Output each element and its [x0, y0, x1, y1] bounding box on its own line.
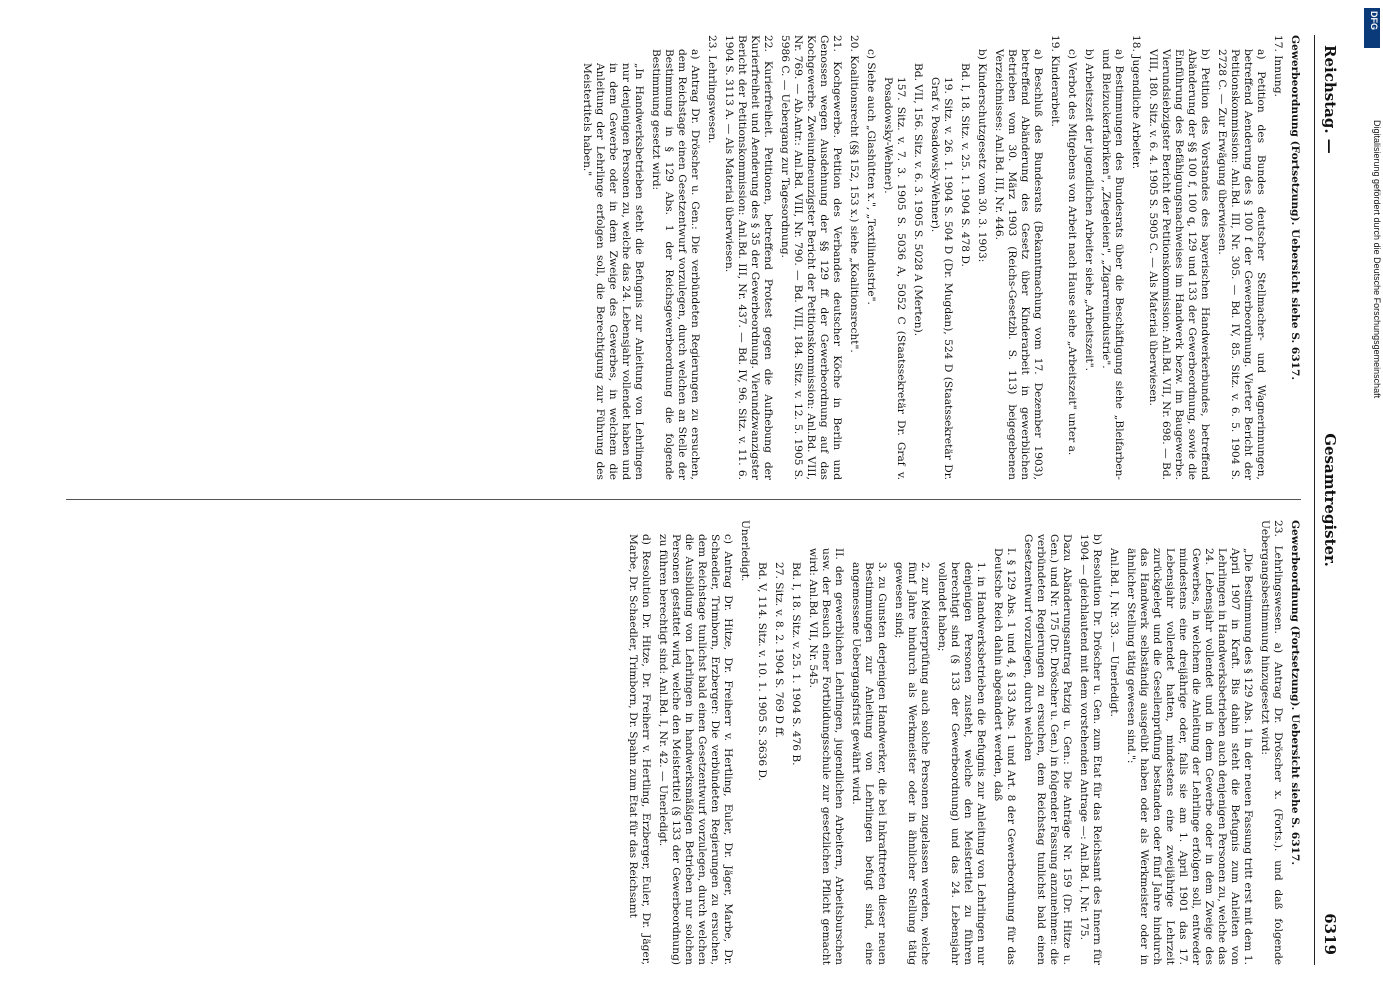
entry: „Die Bestimmung des § 129 Abs. 1 in der neuen Fassung tritt erst mit dem 1. April 1907 in Kraft. Bis dahin steht die Befugnis zum Anleiten von Lehrlingen in Handwerksbetrieben auch denjenigen Personen zu, welche das 24. Lebensjahr vollendet und in dem Gewerbe oder in dem Zweige des Gewerbes, in welchem die Anleitung der Lehrlinge erfolgen soll, entweder mindestens eine dreijährige oder, falls sie am 1. April 1901 das 17. Lebensjahr vollendet hatten, mindestens eine zweijährige Lehrzeit zurückgelegt und die Gesellenprüfung bestanden oder fünf Jahre hindurch das Handwerk selbständig ausgeübt haben oder als Werkmeister oder in ähnlicher Stellung tätig gewesen sind.": — [1125, 548, 1254, 965]
entry: a) Antrag Dr. Dröscher u. Gen.: Die verbündeten Regierungen zu ersuchen, dem Reichstage einen Gesetzentwurf vorzulegen, durch welchen an Stelle der Bestimmung in § 129 Abs. 1 der Reichsgewerbeordnung die folgende Bestimmung gesetzt wird: — [650, 49, 701, 480]
entry: 157. Sitz. v. 7. 3. 1905 S. 5036 A, 5052 C (Staatssekretär Dr. Graf v. Posadowsky-Wehner). — [882, 77, 907, 480]
entry: Bd. I, 18. Sitz. v. 25. 1. 1904 S. 476 B. — [790, 562, 802, 766]
entry: 23. Lehrlingswesen. a) Antrag Dr. Dröscher x. (Forts.). und daß folgende Uebergangsbestimmung hinzugesetzt wird: — [1259, 520, 1284, 965]
entry: 19. Kinderarbeit. — [1049, 35, 1061, 127]
page-number: 6319 — [1321, 913, 1339, 955]
entry: 22. Kurierfreiheit. Petitionen, betreffend Protest gegen die Aufhebung der Kurierfreiheit und Aenderung des § 35 der Gewerbeordnung. Vierundzwanzigster Bericht der Petitionskommission: Anl.Bd. III, Nr. 437. — Bd. IV, 96. Sitz. v. 11. 6. 1904 S. 3113 A. — Als Material überwiesen. — [723, 35, 774, 480]
entry: a) Bestimmungen des Bundesrats über die Beschäftigung siehe „Bleifarben- und Bleizuckerfabriken", „Ziegeleien", „Zigarrenindustrie". — [1100, 49, 1125, 480]
section-heading: Gewerbeordnung (Fortsetzung). Uebersicht siehe S. 6317. — [1289, 520, 1301, 866]
entry: 2. zur Meisterprüfung auch solche Personen zugelassen werden, welche fünf Jahre hindurch als Werkmeister oder in ähnlicher Stellung tätig gewesen sind; — [893, 562, 931, 965]
entry: b) Arbeitszeit der jugendlichen Arbeiter siehe „Arbeitszeit". — [1083, 49, 1095, 371]
entry: II. den gewerblichen Lehrlingen, jugendlichen Arbeitern, Arbeitsburschen usw. der Besuch einer Fortbildungsschule zur gesetzlichen Pflicht gemacht wird: Anl.Bd. VII, Nr. 545. — [807, 548, 845, 965]
entry: „In Handwerksbetrieben steht die Befugnis zur Anleitung von Lehrlingen nur denjenigen Personen zu, welche das 24. Lebensjahr vollendet haben und in dem Gewerbe oder in dem Zweige des Gewerbes, in welchem die Anleitung der Lehrlinge erfolgen soll, die Berechtigung zur Führung des Meistertitels haben." — [581, 63, 645, 480]
entry: c) Verbot des Mitgebens von Arbeit nach Hause siehe „Arbeitszeit" unter a. — [1066, 49, 1078, 456]
section-heading: Gewerbeordnung (Fortsetzung). Uebersicht siehe S. 6317. — [1289, 35, 1301, 381]
digitization-credit: Digitalisierung gefördert durch die Deutsche Forschungsgemeinschaft — [1372, 120, 1382, 399]
entry: c) Siehe auch „Glashütten x.", „Textilindustrie". — [865, 49, 877, 305]
entry: b) Kinderschutzgesetz vom 30. 3. 1903: — [976, 49, 988, 263]
entry: Unerledigt. — [739, 520, 751, 582]
entry: 27. Sitz. v. 8. 2. 1904 S. 769 D ff. — [773, 562, 785, 738]
entry: 18. Jugendliche Arbeiter. — [1130, 35, 1142, 170]
column-divider — [66, 499, 1301, 500]
entry: I. § 129 Abs. 1 und 4, § 133 Abs. 1 und Art. 8 der Gewerbeordnung für das Deutsche Reich dahin abgeändert werden, daß — [992, 548, 1017, 965]
digitization-credit-strip — [1360, 0, 1383, 1000]
entry: Bd. V, 114. Sitz. v. 10. 1. 1905 S. 3636 D. — [756, 562, 768, 781]
entry: 17. Innung. — [1272, 35, 1284, 97]
entry: 20. Koalitionsrecht (§§ 152, 153 x.) siehe „Koalitionsrecht". — [848, 35, 860, 353]
header-center: Gesamtregister. — [1321, 433, 1339, 567]
entry: a) Beschluß des Bundesrats (Bekanntmachung vom 17. Dezember 1903), betreffend Abänderung des Gesetz über Kinderarbeit in gewerblichen Betrieben vom 30. März 1903 (Reichs-Gesetzbl. S. 113) beigegebenen Verzeichnisses: Anl.Bd. III, Nr. 446. — [993, 49, 1044, 480]
right-column — [66, 520, 1301, 965]
left-column — [66, 35, 1301, 480]
entry: Bd. VII, 156. Sitz. v. 6. 3. 1905 S. 5028 A (Merten). — [912, 63, 924, 337]
entry: 3. zu Gunsten derjenigen Handwerker, die bei Inkrafttreten dieser neuen Bestimmungen zur Anleitung von Lehrlingen befugt sind, eine angemessene Uebergangsfrist gewährt wird. — [850, 562, 888, 965]
entry: b) Resolution Dr. Dröscher u. Gen. zum Etat für das Reichsamt des Innern für 1904 — gleichlautend mit dem vorstehenden Antrage —: Anl.Bd. I, Nr. 175. — [1078, 534, 1103, 965]
entry: a) Petition des Bundes deutscher Stellmacher- und Wagnerinnungen, betreffend Aenderung des § 100 f der Gewerbeordnung. Vierter Bericht der Petitionskommission: Anl.Bd. III, Nr. 305. — Bd. IV, 85. Sitz. v. 6. 5. 1904 S. 2728 C. — Zur Erwägung überwiesen. — [1216, 49, 1267, 480]
entry: 23. Lehrlingswesen. — [706, 35, 718, 144]
entry: Bd. I, 18. Sitz. v. 25. 1. 1904 S. 478 D. — [959, 63, 971, 267]
header-left: Reichstag. — — [1321, 45, 1339, 154]
dfg-logo-text: DFG — [1369, 11, 1379, 30]
entry: c) Antrag Dr. Hitze, Dr. Freiherr v. Hertling, Euler, Dr. Jäger, Marbe, Dr. Schaedler, Trimborn, Erzberger: Die verbündeten Regierungen zu ersuchen, dem Reichstage tunlichst bald einen Gesetzentwurf vorzulegen, durch welchen die Ausbildung von Lehrlingen in handwerksmäßigen Betrieben nur solchen Personen gestattet wird, welche den Meistertitel (§ 133 der Gewerbeordnung) zu führen berechtigt sind: Anl.Bd. I, Nr. 42. — Unerledigt. — [657, 534, 734, 965]
entry: 19. Sitz. v. 26. 1. 1904 S. 504 D (Dr. Mugdan), 524 D (Staatssekretär Dr. Graf v. Posadowsky-Wehner). — [929, 77, 954, 480]
entry: d) Resolution Dr. Hitze, Dr. Freiherr v. Hertling, Erzberger, Euler, Dr. Jäger, Marbe, Dr. Schaedler, Trimborn, Dr. Spahn zum Etat für das Reichsamt — [627, 534, 652, 965]
entry: Anl.Bd. I, Nr. 33. — Unerledigt. — [1108, 548, 1120, 717]
entry: b) Petition des Vorstandes des bayerischen Handwerkerbundes, betreffend Abänderung der §§ 100 f, 100 q, 129 und 133 der Gewerbeordnung, sowie die Einführung des Befähigungsnachweises im Handwerk bezw. im Baugewerbe. Vierundsiebzigster Bericht der Petitionskommission: Anl.Bd. VII, Nr. 698. — Bd. VIII, 180. Sitz. v. 6. 4. 1905 S. 5905 C. — Als Material überwiesen. — [1147, 49, 1211, 480]
rotated-page-content — [45, 35, 1345, 965]
page-header — [1314, 35, 1345, 965]
entry: 1. in Handwerksbetrieben die Befugnis zur Anleitung von Lehrlingen nur denjenigen Personen zusteht, welche den Meistertitel zu führen berechtigt sind (§ 133 der Gewerbeordnung) und das 24. Lebensjahr vollendet haben; — [936, 562, 987, 965]
entry: Dazu Abänderungsantrag Patzig u. Gen.: Die Anträge Nr. 159 (Dr. Hitze u. Gen.) und Nr. 175 (Dr. Dröscher u. Gen.) in folgender Fassung anzunehmen: die verbündeten Regierungen zu ersuchen, dem Reichstag tunlichst bald einen Gesetzentwurf vorzulegen, durch welchen — [1022, 534, 1073, 965]
entry: 21. Kochgewerbe. Petition des Verbandes deutscher Köche in Berlin und Genossen wegen Ausdehnung der §§ 129 ff. der Gewerbeordnung auf das Kochgewerbe. Zweiundneunzigster Bericht der Petitionskommission: Anl.Bd. VIII, Nr. 769. — Ab.Antr.: Anl.Bd. VIII, Nr. 790. — Bd. VIII, 184. Sitz. v. 12. 5. 1905 S. 5986 C. — Uebergang zur Tagesordnung. — [779, 35, 843, 480]
